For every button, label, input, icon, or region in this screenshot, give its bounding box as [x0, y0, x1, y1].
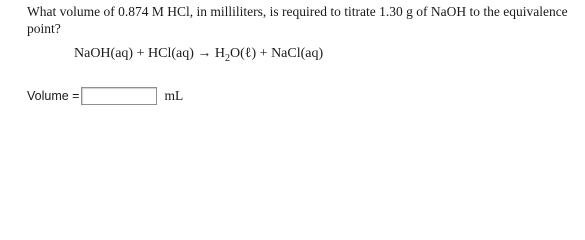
concentration-term: M HCl: [151, 4, 190, 19]
naoh-term: NaOH: [430, 4, 467, 19]
question-text: [27, 3, 579, 37]
chemical-equation: [74, 45, 323, 68]
question-part1: What volume of 0.874: [27, 4, 152, 19]
volume-input[interactable]: [81, 87, 157, 105]
volume-label: Volume =: [27, 89, 80, 103]
question-part2: , in milliliters, is required to titrate 1.30 g of: [189, 4, 431, 19]
equation-reactant-naoh: NaOH(aq): [74, 46, 134, 61]
question-part3: to the equivalence point?: [27, 4, 568, 36]
equation-plus: +: [256, 46, 272, 61]
equation-product-water-prefix: H: [214, 46, 226, 61]
equation-reactant-hcl: HCl(aq): [148, 46, 194, 61]
equation-plus: +: [133, 46, 148, 61]
unit-label: mL: [164, 88, 184, 103]
reaction-arrow-icon: →: [193, 46, 215, 61]
water-subscript: 2: [225, 52, 231, 64]
equation-product-water-suffix: O(ℓ): [230, 46, 257, 61]
equation-product-nacl: NaCl(aq): [271, 46, 324, 61]
answer-row: [27, 86, 183, 106]
